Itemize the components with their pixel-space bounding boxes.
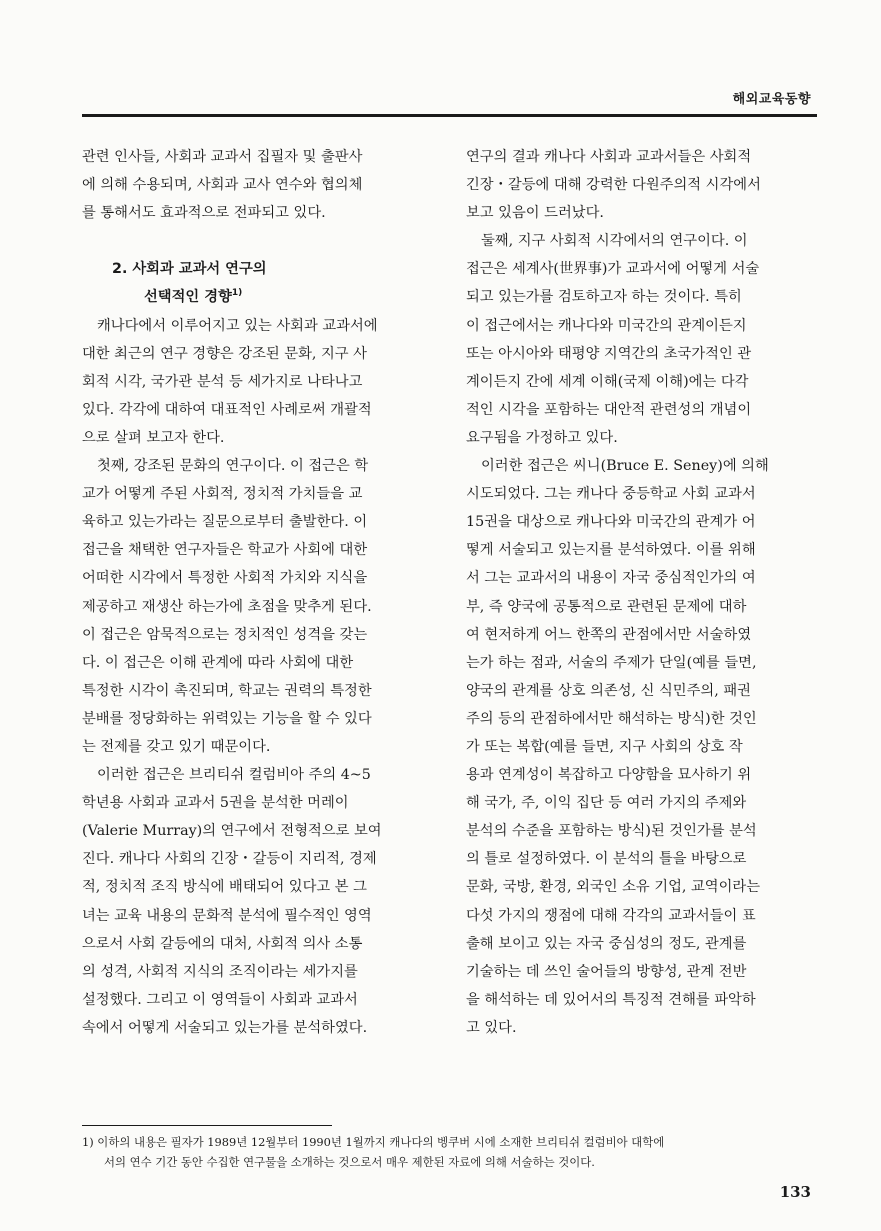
text-line: 기술하는 데 쓰인 술어들의 방향성, 관계 전반 — [466, 963, 747, 980]
text-line: 진다. 캐나다 사회의 긴장・갈등이 지리적, 경제 — [82, 851, 377, 868]
text-line: 을 해석하는 데 있어서의 특징적 견해를 파악하 — [466, 991, 756, 1008]
text-line: 둘째, 지구 사회적 시각에서의 연구이다. 이 — [481, 233, 748, 250]
text-line: 계이든지 간에 세계 이해(국제 이해)에는 다각 — [466, 373, 749, 390]
text-line: 떻게 서술되고 있는지를 분석하였다. 이를 위해 — [466, 542, 756, 559]
text-line: 이러한 접근은 브리티쉬 컬럼비아 주의 4~5 — [97, 767, 371, 784]
text-line: 으로 살펴 보고자 한다. — [82, 429, 225, 446]
text-line: 녀는 교육 내용의 문화적 분석에 필수적인 영역 — [82, 907, 372, 924]
section-heading-cont — [82, 283, 432, 311]
text-line: 접근을 채택한 연구자들은 학교가 사회에 대한 — [82, 542, 368, 559]
text-line: 되고 있는가를 검토하고자 하는 것이다. 특히 — [466, 289, 742, 306]
text-line: 이 접근에서는 캐나다와 미국간의 관계이든지 — [466, 317, 747, 334]
footnote-line: 서의 연수 기간 동안 수집한 연구물을 소개하는 것으로서 매우 제한된 자료에 의해 서술하는 것이다. — [104, 1155, 595, 1169]
text-line: 제공하고 재생산 하는가에 초점을 맞추게 된다. — [82, 598, 372, 615]
text-line: 학년용 사회과 교과서 5권을 분석한 머레이 — [82, 795, 349, 812]
text-line: 분석의 수준을 포함하는 방식)된 것인가를 분석 — [466, 823, 757, 840]
text-line: 적인 시각을 포함하는 대안적 관련성의 개념이 — [466, 401, 752, 418]
footnote-ref: 1) — [231, 288, 243, 299]
text-line: 다섯 가지의 쟁점에 대해 각각의 교과서들이 표 — [466, 907, 756, 924]
footnote-rule — [82, 1125, 332, 1126]
text-line: 있다. 각각에 대하여 대표적인 사례로써 개괄적 — [82, 401, 372, 418]
text-line: 시도되었다. 그는 캐나다 중등학교 사회 교과서 — [466, 486, 756, 503]
text-line: 이러한 접근은 씨니(Bruce E. Seney)에 의해 — [481, 458, 769, 475]
paragraph — [82, 143, 432, 227]
text-line: 이 접근은 암묵적으로는 정치적인 성격을 갖는 — [82, 626, 368, 643]
text-line: 접근은 세계사(世界事)가 교과서에 어떻게 서술 — [466, 261, 760, 278]
text-line: 는가 하는 점과, 서술의 주제가 단일(예를 들면, — [466, 654, 757, 671]
text-line: 관련 인사들, 사회과 교과서 집필자 및 출판사 — [82, 149, 363, 165]
text-line: 또는 아시아와 태평양 지역간의 초국가적인 관 — [466, 345, 752, 362]
section-heading-text: 선택적인 경향 — [144, 289, 232, 306]
text-line: 특정한 시각이 촉진되며, 학교는 권력의 특정한 — [82, 682, 372, 699]
text-line: 대한 최근의 연구 경향은 강조된 문화, 지구 사 — [82, 345, 367, 362]
text-line: 연구의 결과 캐나다 사회과 교과서들은 사회적 — [466, 149, 752, 165]
paragraph — [466, 452, 816, 1042]
text-line: 주의 등의 관점하에서만 해석하는 방식)한 것인 — [466, 710, 757, 727]
text-line: 설정했다. 그리고 이 영역들이 사회과 교과서 — [82, 991, 358, 1008]
footnote — [82, 1132, 822, 1172]
text-line: 는 전제를 갖고 있기 때문이다. — [82, 738, 271, 755]
header-rule — [82, 114, 817, 117]
text-line: 다. 이 접근은 이해 관계에 따라 사회에 대한 — [82, 654, 354, 671]
paragraph — [82, 312, 432, 452]
text-line: 첫째, 강조된 문화의 연구이다. 이 접근은 학 — [97, 458, 369, 475]
text-line: 회적 시각, 국가관 분석 등 세가지로 나타나고 — [82, 373, 363, 390]
text-line: 용과 연계성이 복잡하고 다양함을 묘사하기 위 — [466, 767, 752, 784]
text-line: 어떠한 시각에서 특정한 사회적 가치와 지식을 — [82, 570, 368, 587]
page-number: 133 — [779, 1183, 811, 1201]
text-line: 15권을 대상으로 캐나다와 미국간의 관계가 어 — [466, 514, 756, 531]
text-line: 를 통해서도 효과적으로 전파되고 있다. — [82, 205, 326, 222]
text-line: 육하고 있는가라는 질문으로부터 출발한다. 이 — [82, 514, 368, 531]
text-line: 적, 정치적 조직 방식에 배태되어 있다고 본 그 — [82, 879, 367, 896]
paragraph — [82, 761, 432, 1042]
text-line: 서 그는 교과서의 내용이 자국 중심적인가의 여 — [466, 570, 756, 587]
text-line: (Valerie Murray)의 연구에서 전형적으로 보여 — [82, 823, 382, 840]
text-line: 출해 보이고 있는 자국 중심성의 정도, 관계를 — [466, 935, 747, 952]
text-line: 양국의 관계를 상호 의존성, 신 식민주의, 패권 — [466, 682, 751, 699]
text-line: 부, 즉 양국에 공통적으로 관련된 문제에 대하 — [466, 598, 747, 615]
text-line: 분배를 정당화하는 위력있는 기능을 할 수 있다 — [82, 710, 372, 727]
section-label: 해외교육동향 — [732, 92, 811, 107]
text-line: 캐나다에서 이루어지고 있는 사회과 교과서에 — [97, 317, 378, 334]
paragraph — [82, 452, 432, 761]
text-line: 에 의해 수용되며, 사회과 교사 연수와 협의체 — [82, 177, 363, 194]
text-line: 요구됨을 가정하고 있다. — [466, 429, 618, 446]
text-line: 가 또는 복합(예를 들면, 지구 사회의 상호 작 — [466, 738, 743, 755]
text-line: 긴장・갈등에 대해 강력한 다원주의적 시각에서 — [466, 177, 761, 194]
text-line: 속에서 어떻게 서술되고 있는가를 분석하였다. — [82, 1019, 368, 1036]
text-line: 의 성격, 사회적 지식의 조직이라는 세가지를 — [82, 963, 358, 980]
text-line: 의 틀로 설정하였다. 이 분석의 틀을 바탕으로 — [466, 851, 747, 868]
left-column — [82, 143, 432, 1042]
right-column — [466, 143, 816, 1042]
text-line: 교가 어떻게 주된 사회적, 정치적 가치들을 교 — [82, 486, 363, 503]
paragraph — [466, 143, 816, 227]
section-heading: 2. 사회과 교과서 연구의 — [112, 261, 267, 278]
text-line: 문화, 국방, 환경, 외국인 소유 기업, 교역이라는 — [466, 879, 761, 896]
blank-line — [82, 227, 432, 255]
paragraph — [466, 227, 816, 452]
footnote-line: 1) 이하의 내용은 필자가 1989년 12월부터 1990년 1월까지 캐나다의 벵쿠버 시에 소재한 브리티쉬 컬럼비아 대학에 — [82, 1135, 665, 1149]
text-line: 해 국가, 주, 이익 집단 등 여러 가지의 주제와 — [466, 795, 747, 812]
text-line: 보고 있음이 드러났다. — [466, 205, 604, 222]
text-line: 으로서 사회 갈등에의 대처, 사회적 의사 소통 — [82, 935, 363, 952]
text-line: 고 있다. — [466, 1019, 517, 1036]
text-line: 여 현저하게 어느 한쪽의 관점에서만 서술하였 — [466, 626, 752, 643]
